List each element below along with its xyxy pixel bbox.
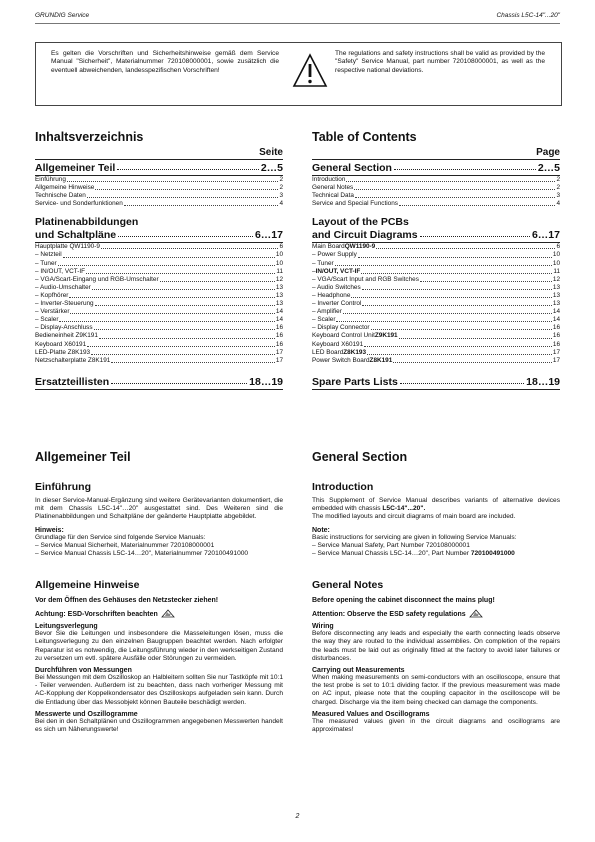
toc-section-title: Platinenabbildungen: [35, 216, 139, 229]
toc-title: Inhaltsverzeichnis: [35, 130, 144, 144]
toc-section: Ersatzteillisten 18…19: [35, 375, 283, 388]
toc-list: [312, 243, 560, 364]
notes-heading: General Notes: [312, 579, 384, 592]
toc-entry: Hauptplatte QW1190-9 6: [35, 243, 283, 251]
toc-entry: – Headphone 13: [312, 291, 560, 299]
hint-item: – Service Manual Chassis L5C-14…20", Materialnummer 720100491000: [35, 550, 249, 558]
toc-entry: Power Switch Board Z8K191 17: [312, 356, 560, 364]
measurements-heading: Durchführen von Messungen: [35, 667, 132, 675]
wiring-text: Bevor Sie die Leitungen und insbesondere die Masseleitungen lösen, muss die Leitungsverlegung zu den einzelnen Baugruppen beachtet werden. Nach erfolgter Reparatur ist es notwendig, die Leitungsführung wieder in den werkseitigen Zustand zu versetzen um evtl. spätere Ausfälle oder Störungen zu vermeiden.: [35, 630, 283, 662]
esd-hand-icon: [161, 609, 175, 618]
intro-heading: Einführung: [35, 481, 91, 493]
warning-triangle-icon: [292, 53, 328, 89]
toc-entry: – Scaler 14: [35, 316, 283, 324]
toc-section: and Circuit Diagrams 6…17: [312, 229, 560, 242]
toc-entry: LED-Platte Z8K193 17: [35, 348, 283, 356]
hint-item: – Service Manual Sicherheit, Materialnummer 720108000001: [35, 541, 215, 549]
notice-text-en: The regulations and safety instructions shall be valid as provided by the "Safety" Service Manual, part number 720108000001, as well as the respective national deviations.: [335, 50, 545, 74]
toc-entry: Allgemeine Hinweise 2: [35, 184, 283, 192]
toc-section: General Section 2…5: [312, 162, 560, 174]
toc-entry: – Verstärker 14: [35, 308, 283, 316]
esd-warning: Attention: Observe the ESD safety regulations: [312, 609, 560, 618]
toc-entry: Technische Daten 3: [35, 192, 283, 200]
toc-section-title: Layout of the PCBs: [312, 216, 409, 229]
values-heading: Messwerte und Oszillogramme: [35, 710, 138, 718]
intro-text: In dieser Service-Manual-Ergänzung sind weitere Gerätevarianten dokumentiert, die mit dem Chassis L5C-14"…20" ausgestattet sind. Des Weiteren sind die Platinenabbildungen und Schaltpläne der geänderte Hauptplatte abgebildet.: [35, 497, 283, 521]
toc-entry: Einführung 2: [35, 176, 283, 183]
intro-text: This Supplement of Service Manual describes variants of alternative devices embedded with chassis L5C-14"...20". The modified layouts and circuit diagrams of main board are included.: [312, 497, 560, 521]
toc-entry: Service and Special Functions 4: [312, 200, 560, 208]
toc-title: Table of Contents: [312, 130, 417, 144]
toc-entry: Keyboard Control Unit Z9K191 16: [312, 332, 560, 340]
toc-list: [312, 176, 560, 208]
page-number: 2: [295, 813, 300, 820]
toc-entry: – Kopfhörer 13: [35, 291, 283, 299]
body-english: [312, 450, 560, 734]
toc-entry: – Display-Anschluss 16: [35, 324, 283, 332]
toc-entry: Service- und Sonderfunktionen 4: [35, 200, 283, 208]
mains-warning: Vor dem Öffnen des Gehäuses den Netzstecker ziehen!: [35, 597, 219, 605]
notice-text-de: Es gelten die Vorschriften und Sicherheitshinweise gemäß dem Service Manual "Sicherheit", Materialnummer 720108000001, sowie zusätzlich die eventuell abweichenden, landesspezifischen Vorschriften!: [51, 50, 279, 74]
toc-list: [35, 176, 283, 208]
toc-entry: Bedieneinheit Z9K191 16: [35, 332, 283, 340]
toc-entry: – Scaler 14: [312, 316, 560, 324]
header-chassis: Chassis L5C-14"...20": [496, 12, 560, 19]
toc-entry: Netzschalterplatte Z8K191 17: [35, 356, 283, 364]
toc-entry: – Amplifier 14: [312, 308, 560, 316]
section-title: Allgemeiner Teil: [35, 450, 131, 464]
safety-notice-box: [35, 42, 562, 106]
wiring-heading: Wiring: [312, 623, 334, 631]
wiring-heading: Leitungsverlegung: [35, 623, 98, 631]
note-item: – Service Manual Safety, Part Number 720108000001: [312, 541, 470, 549]
toc-page-label: Seite: [259, 147, 283, 158]
header-rule: [35, 23, 560, 24]
mains-warning: Before opening the cabinet disconnect the mains plug!: [312, 597, 495, 605]
toc-entry: Main Board QW1190-9 6: [312, 243, 560, 251]
notes-heading: Allgemeine Hinweise: [35, 579, 140, 592]
toc-section: und Schaltpläne 6…17: [35, 229, 283, 242]
note-heading: Note:: [312, 526, 330, 534]
toc-list: [35, 243, 283, 364]
toc-entry: General Notes 2: [312, 184, 560, 192]
toc-entry: – Display Connector 16: [312, 324, 560, 332]
toc-entry: – Inverter Control 13: [312, 300, 560, 308]
wiring-text: Before disconnecting any leads and especially the earth connecting leads observe the way they are routed to the individual assemblies. On completion of the repairs the leads must be laid out as originally fitted at the factory to avoid later failures or disturbances.: [312, 630, 560, 662]
measurements-text: When making measurements on semi-conductors with an oscilloscope, ensure that the test probe is set to 10:1 dividing factor. If the previous measurement was made on AC input, please note that the coupling capacitor in the oscilloscope will be charged. Discharge via the item being checked can damage the components.: [312, 674, 560, 706]
toc-section: Allgemeiner Teil 2…5: [35, 162, 283, 174]
section-title: General Section: [312, 450, 408, 464]
toc-entry: Keyboard X60191 16: [35, 340, 283, 348]
toc-entry: Keyboard X60191 16: [312, 340, 560, 348]
toc-entry: – Inverter-Steuerung 13: [35, 300, 283, 308]
body-german: [35, 450, 283, 734]
toc-section: Spare Parts Lists 18…19: [312, 375, 560, 388]
header-brand: GRUNDIG Service: [35, 12, 90, 19]
measurements-text: Bei Messungen mit dem Oszilloskop an Halbleitern sollten Sie nur Tastköpfe mit 10:1 - Teiler verwenden. Außerdem ist zu beachten, dass nach vorheriger Messung mit AC-Kopplung der Koppelkondensator des Oszilloskops aufgeladen sein kann. Durch die Entladung über das Messobjekt können Bauteile beschädigt werden.: [35, 674, 283, 706]
toc-entry: LED Board Z8K193 17: [312, 348, 560, 356]
esd-warning: Achtung: ESD-Vorschriften beachten: [35, 609, 283, 618]
toc-english: [312, 130, 560, 390]
toc-entry: – Audio-Umschalter 13: [35, 283, 283, 291]
note-item: – Service Manual Chassis L5C-14…20", Part Number 720100491000: [312, 550, 515, 558]
intro-heading: Introduction: [312, 481, 374, 493]
measurements-heading: Carrying out Measurements: [312, 667, 405, 675]
toc-entry: – Audio Switches 13: [312, 283, 560, 291]
toc-entry: – VGA/Scart-Eingang und RGB-Umschalter 12: [35, 275, 283, 283]
toc-entry: – IN/OUT, VCT-IF 11: [35, 267, 283, 275]
toc-entry: Introduction 2: [312, 176, 560, 183]
toc-entry: – Power Supply 10: [312, 251, 560, 259]
values-text: Bei den in den Schaltplänen und Oszillogrammen angegebenen Messwerten handelt es sich um Näherungswerte!: [35, 717, 283, 734]
toc-entry: – VGA/Scart Input and RGB Switches 12: [312, 275, 560, 283]
hint-text: Grundlage für den Service sind folgende Service Manuals:: [35, 533, 206, 541]
toc-page-label: Page: [536, 147, 560, 158]
toc-entry: – Netzteil 10: [35, 251, 283, 259]
values-text: The measured values given in the circuit diagrams and oscillograms are approximates!: [312, 717, 560, 734]
toc-entry: – Tuner 10: [312, 259, 560, 267]
values-heading: Measured Values and Oscillograms: [312, 710, 430, 718]
hint-heading: Hinweis:: [35, 526, 64, 534]
toc-entry: Technical Data 3: [312, 192, 560, 200]
toc-entry: – Tuner 10: [35, 259, 283, 267]
toc-german: [35, 130, 283, 390]
toc-entry: – IN/OUT, VCT-IF 11: [312, 267, 560, 275]
esd-hand-icon: [469, 609, 483, 618]
note-text: Basic instructions for servicing are given in following Service Manuals:: [312, 533, 517, 541]
